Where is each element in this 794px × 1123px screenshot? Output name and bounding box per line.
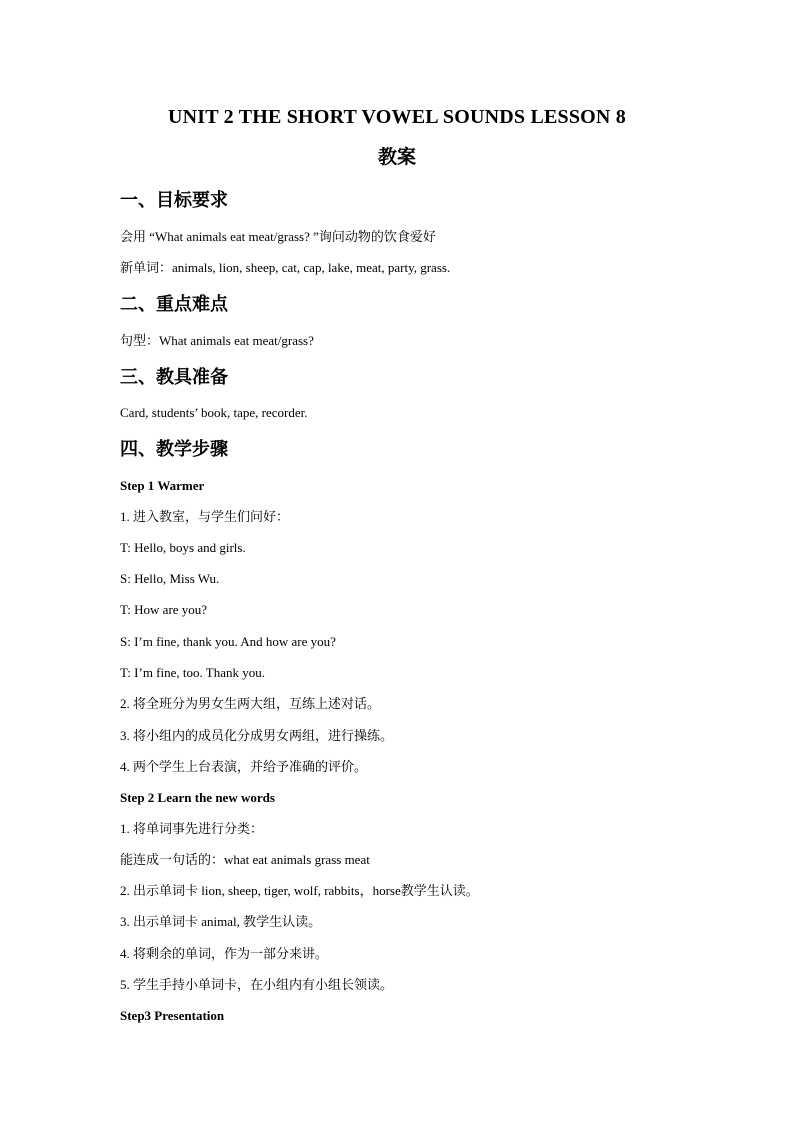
materials-line-1: Card, students’ book, tape, recorder. <box>120 405 308 420</box>
step-1-item: T: Hello, boys and girls. <box>120 540 246 555</box>
section-heading-key-points: 二、重点难点 <box>120 294 228 314</box>
step-2-item: 2. 出示单词卡 lion, sheep, tiger, wolf, rabbits，horse教学生认读。 <box>120 883 479 898</box>
document-title: UNIT 2 THE SHORT VOWEL SOUNDS LESSON 8 <box>168 106 626 128</box>
step-2-item: 1. 将单词事先进行分类： <box>120 821 264 836</box>
key-points-line-1: 句型：What animals eat meat/grass? <box>120 333 314 348</box>
goals-line-2: 新单词：animals, lion, sheep, cat, cap, lake, meat, party, grass. <box>120 260 451 275</box>
section-heading-steps: 四、教学步骤 <box>120 439 228 459</box>
step-1-item: 3. 将小组内的成员化分成男女两组，进行操练。 <box>120 728 394 743</box>
section-heading-materials: 三、教具准备 <box>120 367 228 387</box>
step-2-item: 能连成一句话的：what eat animals grass meat <box>120 852 370 867</box>
step-2-title: Step 2 Learn the new words <box>120 790 275 805</box>
goals-line-1: 会用 “What animals eat meat/grass? ”询问动物的饮食爱好 <box>120 229 436 244</box>
step-1-item: T: I’m fine, too. Thank you. <box>120 665 265 680</box>
step-2-item: 5. 学生手持小单词卡，在小组内有小组长领读。 <box>120 977 394 992</box>
step-1-item: 2. 将全班分为男女生两大组，互练上述对话。 <box>120 696 381 711</box>
step-1-item: T: How are you? <box>120 602 208 617</box>
document-subtitle: 教案 <box>377 147 416 168</box>
step-1-item: 1. 进入教室，与学生们问好： <box>120 509 290 524</box>
step-1-item: 4. 两个学生上台表演，并给予准确的评价。 <box>120 759 368 774</box>
step-1-item: S: Hello, Miss Wu. <box>120 571 220 586</box>
step-2-item: 4. 将剩余的单词，作为一部分来讲。 <box>120 946 329 961</box>
step-2-item: 3. 出示单词卡 animal, 教学生认读。 <box>120 914 322 929</box>
section-heading-goals: 一、目标要求 <box>120 190 228 210</box>
step-1-item: S: I’m fine, thank you. And how are you? <box>120 634 336 649</box>
step-1-title: Step 1 Warmer <box>120 478 205 493</box>
step-3-title: Step3 Presentation <box>120 1008 225 1023</box>
